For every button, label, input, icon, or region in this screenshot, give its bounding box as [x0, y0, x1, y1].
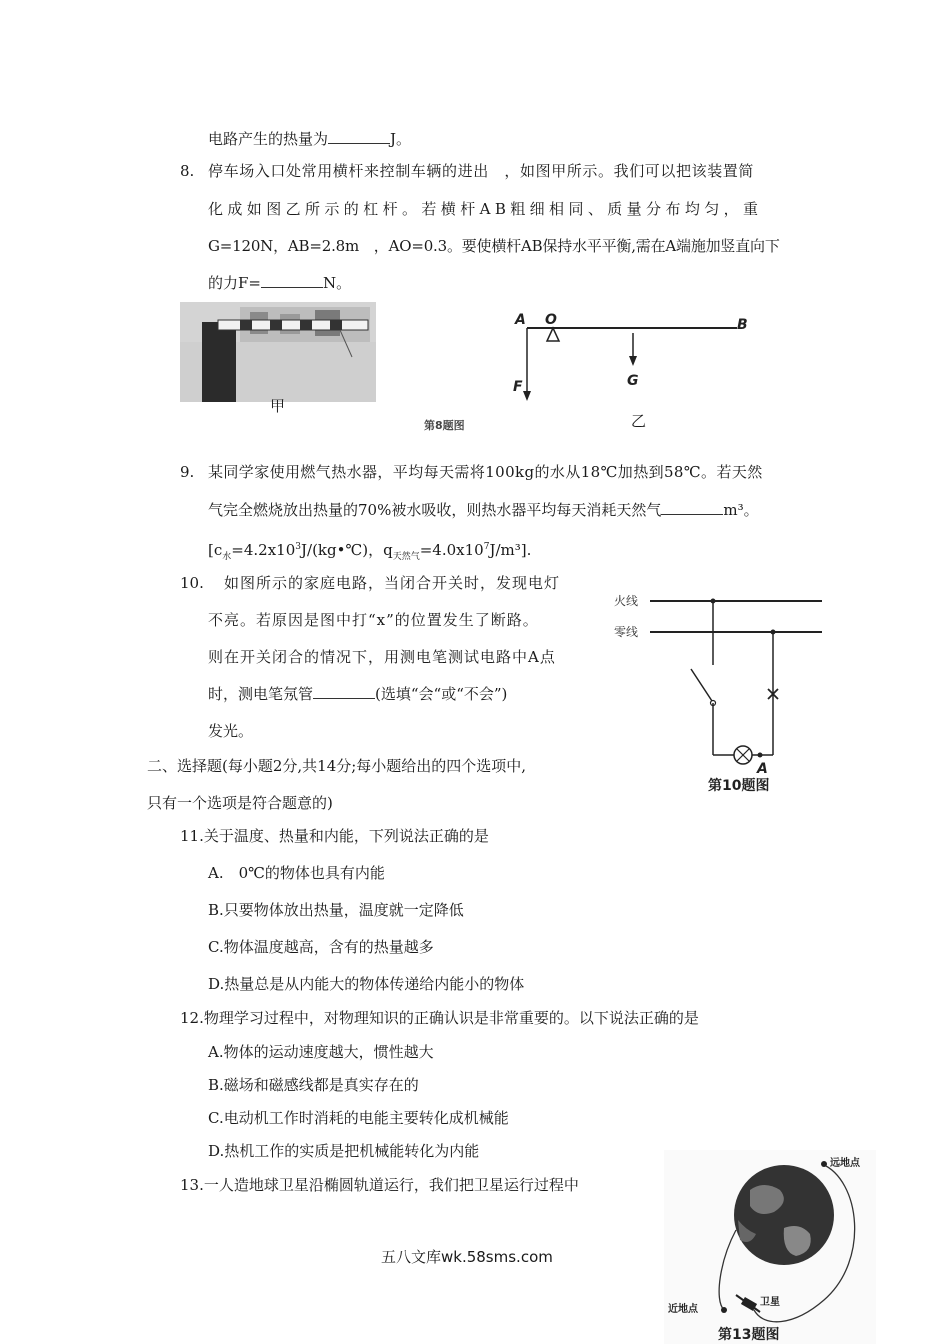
q12-option-a[interactable]: A.物体的运动速度越大，惯性越大 [208, 1043, 434, 1061]
q11-option-d[interactable]: D.热量总是从内能大的物体传递给内能小的物体 [208, 975, 525, 993]
q9-answer-blank[interactable] [661, 500, 723, 515]
q9-line1: 某同学家使用燃气热水器，平均每天需将100kg的水从18℃加热到58℃。若天然 [208, 463, 763, 481]
circuit-neutral-label: 零线 [614, 625, 639, 639]
circuit-live-label: 火线 [614, 594, 639, 608]
q11-option-c[interactable]: C.物体温度越高，含有的热量越多 [208, 938, 434, 956]
q7-text-after: J。 [390, 130, 412, 148]
q8-line1: 停车场入口处常用横杆来控制车辆的进出 ，如图甲所示。我们可以把该装置简 [208, 162, 755, 180]
q12-option-d[interactable]: D.热机工作的实质是把机械能转化为内能 [208, 1142, 480, 1160]
section2-heading-line1: 二、选择题(每小题2分,共14分;每小题给出的四个选项中, [147, 757, 527, 775]
lever-label-F: F [513, 379, 523, 395]
q12-option-c[interactable]: C.电动机工作时消耗的电能主要转化成机械能 [208, 1109, 509, 1127]
sat-caption: 第13题图 [718, 1327, 780, 1343]
q11-option-b[interactable]: B.只要物体放出热量，温度就一定降低 [208, 901, 464, 919]
footer-watermark: 五八文库wk.58sms.com [381, 1248, 553, 1266]
q9-line2 [208, 500, 759, 520]
q13-stem: 13.一人造地球卫星沿椭圆轨道运行，我们把卫星运行过程中 [180, 1176, 579, 1194]
q13-satellite-diagram [664, 1150, 876, 1344]
q11-stem: 11.关于温度、热量和内能，下列说法正确的是 [180, 827, 489, 845]
sat-perigee-label: 近地点 [668, 1304, 698, 1315]
q11-option-a[interactable]: A. 0℃的物体也具有内能 [208, 864, 385, 882]
q10-line5: 发光。 [208, 722, 254, 740]
sat-satellite-label: 卫星 [760, 1297, 780, 1308]
q8-line2: 化成如图乙所示的杠杆。若横杆AB粗细相同、质量分布均匀，重 [208, 200, 763, 218]
q7-tail-line [208, 129, 411, 149]
sat-apogee-label: 远地点 [830, 1158, 860, 1169]
q8-fig-jia-label: 甲 [270, 397, 286, 415]
lever-label-B: B [737, 317, 748, 333]
q8-text-before: 的力F= [208, 274, 261, 292]
circuit-point-A: A [757, 761, 768, 777]
q10-line1: 如图所示的家庭电路，当闭合开关时，发现电灯 [224, 574, 561, 592]
section2-heading-line2: 只有一个选项是符合题意的) [147, 794, 333, 812]
q10-line4 [208, 684, 507, 704]
lever-label-A: A [515, 312, 526, 328]
q8-answer-blank[interactable] [261, 273, 323, 288]
q12-option-b[interactable]: B.磁场和磁感线都是真实存在的 [208, 1076, 419, 1094]
q9-text-after: m³。 [723, 501, 759, 519]
lever-label-O: O [545, 312, 557, 328]
q8-text-after: N。 [322, 274, 352, 292]
q8-line4 [208, 273, 351, 293]
q7-answer-blank[interactable] [328, 129, 390, 144]
q8-line3: G=120N，AB=2.8m ，AO=0.3。要使横杆AB保持水平平衡,需在A端施加竖直向下 [208, 237, 780, 255]
q7-text-before: 电路产生的热量为 [208, 130, 329, 148]
q10-text-before: 时，测电笔氖管 [208, 685, 314, 703]
q10-text-after: (选填“会“或“不会”) [375, 685, 508, 703]
q10-answer-blank[interactable] [313, 684, 375, 699]
q8-fig-yi-label: 乙 [631, 412, 647, 430]
q8-number: 8. [180, 162, 195, 180]
q10-line3: 则在开关闭合的情况下，用测电笔测试电路中A点 [208, 648, 556, 666]
q10-line2: 不亮。若原因是图中打“x”的位置发生了断路。 [208, 611, 539, 629]
q10-number: 10. [180, 574, 204, 592]
q9-number: 9. [180, 463, 195, 481]
q9-line3: [$c_水=4.2x10^3J/(kg•℃)$，$q_{天然气}=4.0x10^7J/m^3$]. [208, 541, 532, 562]
lever-label-G: G [627, 373, 639, 389]
circuit-caption: 第10题图 [708, 778, 770, 794]
q8-fig-caption: 第8题图 [424, 419, 465, 432]
q9-text-before: 气完全燃烧放出热量的70%被水吸收，则热水器平均每天消耗天然气 [208, 501, 662, 519]
q12-stem: 12.物理学习过程中，对物理知识的正确认识是非常重要的。以下说法正确的是 [180, 1009, 699, 1027]
q8-photo-jia [180, 302, 376, 402]
q10-circuit-diagram [612, 585, 827, 800]
